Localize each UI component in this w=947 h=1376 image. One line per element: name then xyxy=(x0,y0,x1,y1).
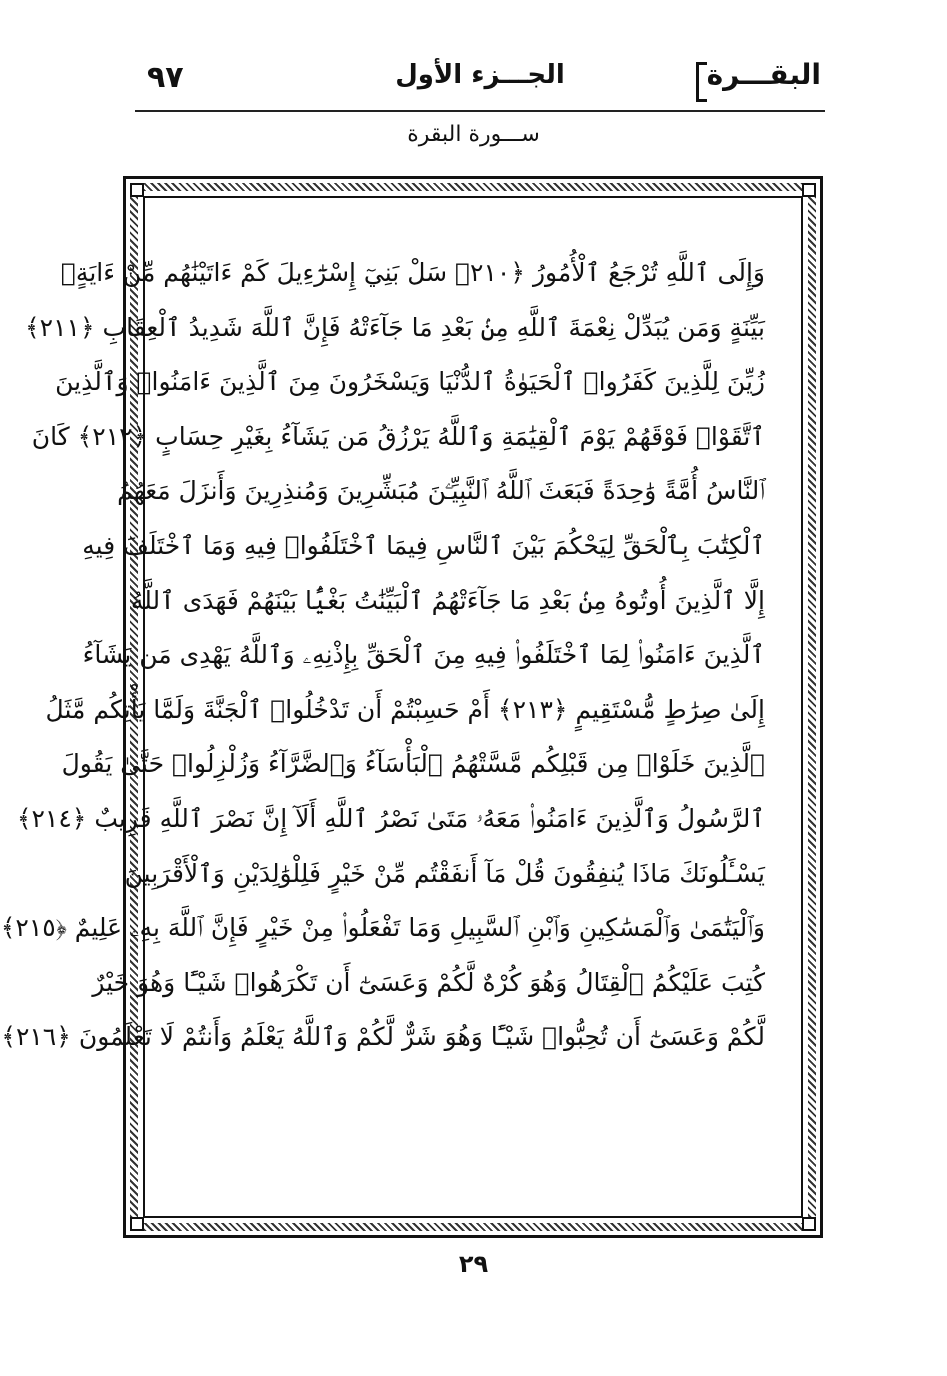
verse-line: إِلَىٰ صِرَٰطٍ مُّسْتَقِيمٍ ﴿٢١٣﴾ أَمْ حَسِبْتُمْ أَن تَدْخُلُوا۟ ٱلْجَنَّةَ وَلَمَّا يَأْتِكُم مَّثَلُ xyxy=(45,694,765,724)
verse-line: لَّكُمْ وَعَسَىٰٓ أَن تُحِبُّوا۟ شَيْـًٔا وَهُوَ شَرٌّ لَّكُمْ وَٱللَّهُ يَعْلَمُ وَأَنتُمْ لَا تَعْلَمُونَ ﴿٢١٦﴾ xyxy=(1,1022,765,1052)
header-page-number: ٩٧ xyxy=(147,60,184,95)
frame-corner-top-right xyxy=(802,183,816,197)
header-surah-name: البقـــرة xyxy=(706,58,821,91)
frame-corner-bottom-left xyxy=(130,1217,144,1231)
verse-line: ٱلَّذِينَ ءَامَنُوا۟ لِمَا ٱخْتَلَفُوا۟ فِيهِ مِنَ ٱلْحَقِّ بِإِذْنِهِۦ وَٱللَّهُ يَهْدِى مَن يَشَآءُ xyxy=(82,640,765,670)
verse-line: كُتِبَ عَلَيْكُمُ ٱلْقِتَالُ وَهُوَ كُرْهٌ لَّكُمْ وَعَسَىٰٓ أَن تَكْرَهُوا۟ شَيْـًٔا وَهُوَ خَيْرٌ xyxy=(92,967,765,997)
verse-line: إِلَّا ٱلَّذِينَ أُوتُوهُ مِنۢ بَعْدِ مَا جَآءَتْهُمُ ٱلْبَيِّنَٰتُ بَغْيًۢا بَيْنَهُمْ فَهَدَى ٱللَّهُ xyxy=(130,585,765,615)
page-header xyxy=(135,58,825,102)
surah-subtitle: ســـورة البقرة xyxy=(407,122,540,147)
verse-line: ٱتَّقَوْا۟ فَوْقَهُمْ يَوْمَ ٱلْقِيَٰمَةِ وَٱللَّهُ يَرْزُقُ مَن يَشَآءُ بِغَيْرِ حِسَابٍ ﴿٢١٢﴾ كَانَ xyxy=(31,421,765,451)
frame-corner-bottom-right xyxy=(802,1217,816,1231)
verse-line: ٱلنَّاسُ أُمَّةً وَٰحِدَةً فَبَعَثَ ٱللَّهُ ٱلنَّبِيِّـۧنَ مُبَشِّرِينَ وَمُنذِرِينَ وَأَنزَلَ مَعَهُمُ xyxy=(117,476,765,506)
verse-text-block xyxy=(0,246,765,1065)
footer-page-number: ٢٩ xyxy=(458,1250,489,1278)
verse-line: زُيِّنَ لِلَّذِينَ كَفَرُوا۟ ٱلْحَيَوٰةُ ٱلدُّنْيَا وَيَسْخَرُونَ مِنَ ٱلَّذِينَ ءَامَنُوا۟ وَٱلَّذِينَ xyxy=(55,367,765,397)
verse-line: ٱلرَّسُولُ وَٱلَّذِينَ ءَامَنُوا۟ مَعَهُۥ مَتَىٰ نَصْرُ ٱللَّهِ أَلَآ إِنَّ نَصْرَ ٱللَّهِ قَرِيبٌ ﴿٢١٤﴾ xyxy=(16,803,765,833)
frame-corner-top-left xyxy=(130,183,144,197)
header-divider xyxy=(135,110,825,112)
verse-line: ٱلْكِتَٰبَ بِٱلْحَقِّ لِيَحْكُمَ بَيْنَ ٱلنَّاسِ فِيمَا ٱخْتَلَفُوا۟ فِيهِ وَمَا ٱخْتَلَفَ فِيهِ xyxy=(82,530,765,560)
verse-line: وَٱلْيَتَٰمَىٰ وَٱلْمَسَٰكِينِ وَٱبْنِ ٱلسَّبِيلِ وَمَا تَفْعَلُوا۟ مِنْ خَيْرٍ فَإِنَّ ٱللَّهَ بِهِۦ عَلِيمٌ ﴿٢١٥﴾ xyxy=(0,913,765,943)
verse-line: بَيِّنَةٍ وَمَن يُبَدِّلْ نِعْمَةَ ٱللَّهِ مِنۢ بَعْدِ مَا جَآءَتْهُ فَإِنَّ ٱللَّهَ شَدِيدُ ٱلْعِقَابِ ﴿٢١١﴾ xyxy=(25,312,765,342)
verse-line: وَإِلَى ٱللَّهِ تُرْجَعُ ٱلْأُمُورُ ﴿٢١٠﴾ سَلْ بَنِيٓ إِسْرَٰٓءِيلَ كَمْ ءَاتَيْنَٰهُم مِّنْ ءَايَةٍۭ xyxy=(60,258,765,287)
header-bracket xyxy=(696,62,707,102)
header-juz-title: الجـــزء الأول xyxy=(395,60,565,90)
verse-line: ٱلَّذِينَ خَلَوْا۟ مِن قَبْلِكُم مَّسَّتْهُمُ ٱلْبَأْسَآءُ وَٱلضَّرَّآءُ وَزُلْزِلُوا۟ حَتَّىٰ يَقُولَ xyxy=(61,749,765,779)
verse-line: يَسْـَٔلُونَكَ مَاذَا يُنفِقُونَ قُلْ مَآ أَنفَقْتُم مِّنْ خَيْرٍ فَلِلْوَٰلِدَيْنِ وَٱلْأَقْرَبِينَ xyxy=(124,858,765,888)
